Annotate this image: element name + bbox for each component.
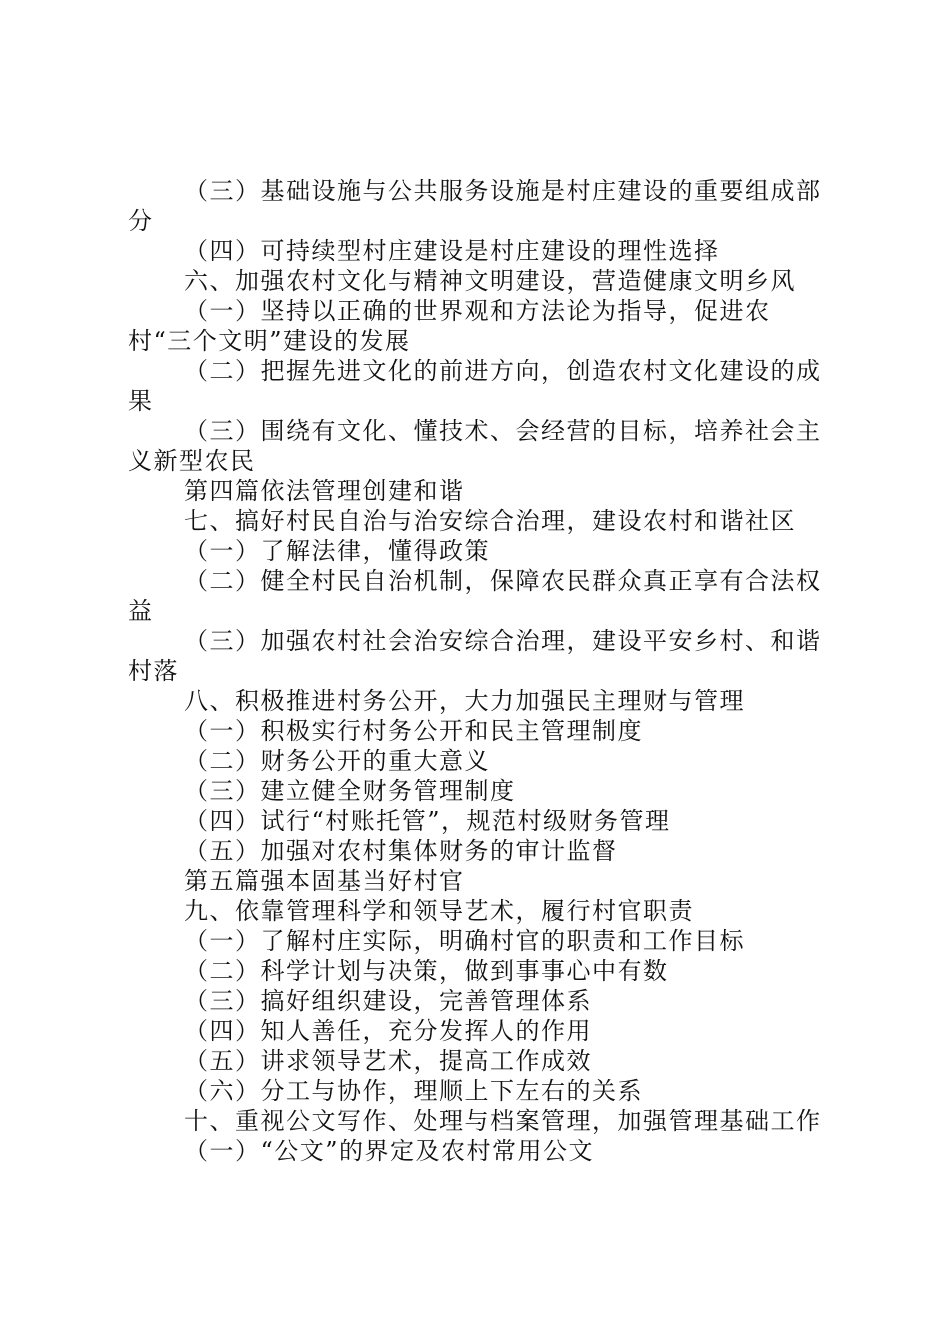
paragraph: （四）可持续型村庄建设是村庄建设的理性选择 bbox=[184, 237, 720, 265]
part-heading: 第四篇依法管理创建和谐 bbox=[184, 477, 465, 505]
document-body bbox=[128, 176, 832, 1166]
paragraph: （二）财务公开的重大意义 bbox=[184, 747, 490, 775]
paragraph: （一）积极实行村务公开和民主管理制度 bbox=[184, 717, 643, 745]
paragraph: （三）围绕有文化、懂技术、会经营的目标，培养社会主义新型农民 bbox=[128, 417, 822, 475]
paragraph: （二）健全村民自治机制，保障农民群众真正享有合法权益 bbox=[128, 567, 822, 625]
paragraph: （三）加强农村社会治安综合治理，建设平安乡村、和谐村落 bbox=[128, 627, 822, 685]
paragraph: （二）科学计划与决策，做到事事心中有数 bbox=[184, 957, 669, 985]
part-heading: 第五篇强本固基当好村官 bbox=[184, 867, 465, 895]
paragraph: （六）分工与协作，理顺上下左右的关系 bbox=[184, 1077, 643, 1105]
paragraph: （一）了解法律，懂得政策 bbox=[184, 537, 490, 565]
section-heading: 八、积极推进村务公开，大力加强民主理财与管理 bbox=[184, 687, 745, 715]
paragraph: （五）加强对农村集体财务的审计监督 bbox=[184, 837, 618, 865]
section-heading: 十、重视公文写作、处理与档案管理，加强管理基础工作 bbox=[184, 1107, 822, 1135]
paragraph: （一）了解村庄实际，明确村官的职责和工作目标 bbox=[184, 927, 745, 955]
paragraph: （五）讲求领导艺术，提高工作成效 bbox=[184, 1047, 592, 1075]
section-heading: 六、加强农村文化与精神文明建设，营造健康文明乡风 bbox=[184, 267, 796, 295]
paragraph: （三）建立健全财务管理制度 bbox=[184, 777, 516, 805]
paragraph: （四）知人善任，充分发挥人的作用 bbox=[184, 1017, 592, 1045]
paragraph: （四）试行“村账托管”，规范村级财务管理 bbox=[184, 807, 671, 835]
paragraph: （三）搞好组织建设，完善管理体系 bbox=[184, 987, 592, 1015]
section-heading: 九、依靠管理科学和领导艺术，履行村官职责 bbox=[184, 897, 694, 925]
paragraph: （一）“公文”的界定及农村常用公文 bbox=[184, 1137, 595, 1165]
section-heading: 七、搞好村民自治与治安综合治理，建设农村和谐社区 bbox=[184, 507, 796, 535]
paragraph: （三）基础设施与公共服务设施是村庄建设的重要组成部分 bbox=[128, 177, 822, 235]
paragraph: （一）坚持以正确的世界观和方法论为指导，促进农村“三个文明”建设的发展 bbox=[128, 297, 771, 355]
paragraph: （二）把握先进文化的前进方向，创造农村文化建设的成果 bbox=[128, 357, 822, 415]
